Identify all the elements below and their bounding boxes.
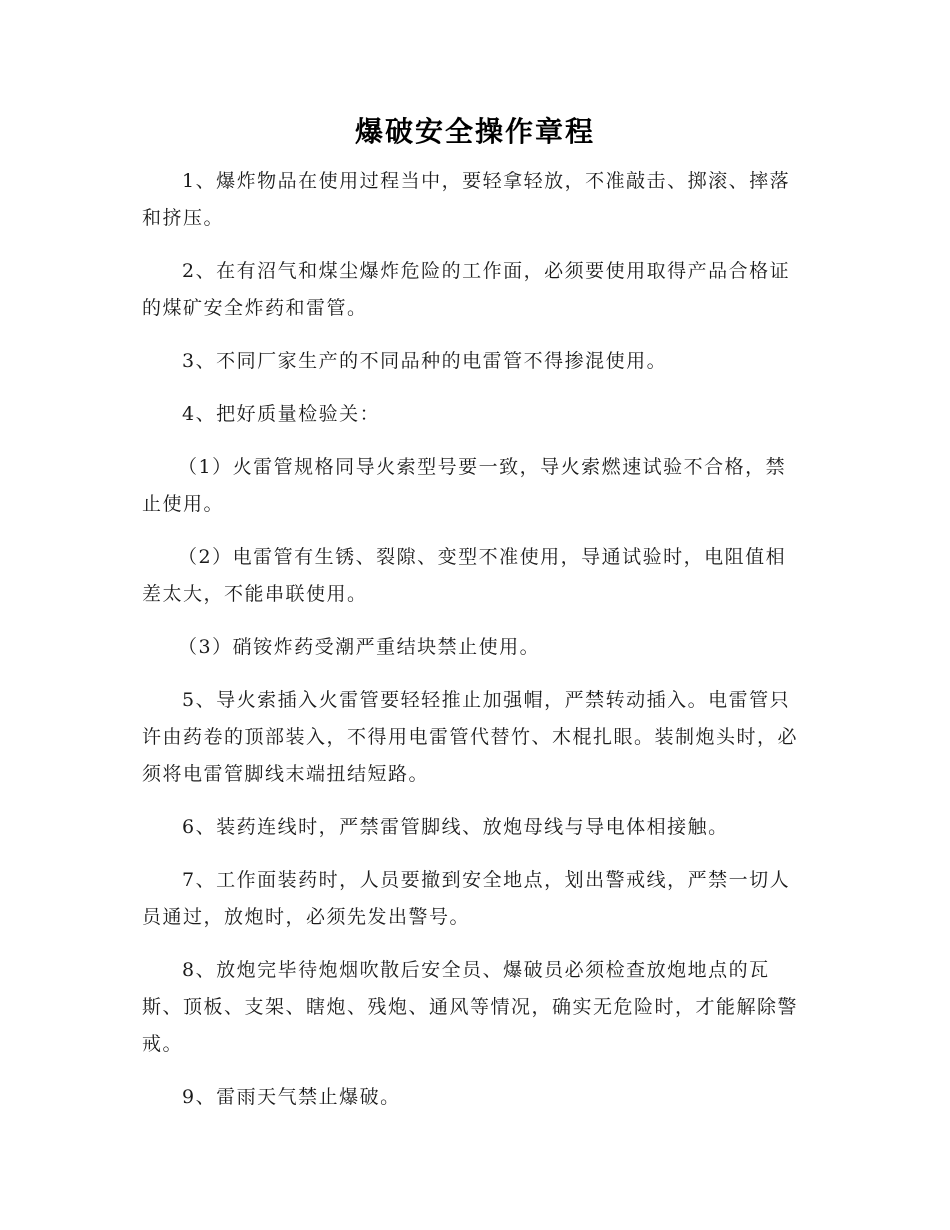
paragraph-1: 1、爆炸物品在使用过程当中，要轻拿轻放，不准敲击、掷滚、摔落和挤压。 xyxy=(142,170,791,229)
document-title: 爆破安全操作章程 xyxy=(354,115,595,148)
paragraph-5: 5、导火索插入火雷管要轻轻推止加强帽，严禁转动插入。电雷管只许由药卷的顶部装入，不得用电雷管代替竹、木棍扎眼。装制炮头时，必须将电雷管脚线末端扭结短路。 xyxy=(142,689,799,785)
paragraph-4-2: （2）电雷管有生锈、裂隙、变型不准使用，导通试验时，电阻值相差太大，不能串联使用。 xyxy=(142,546,787,605)
paragraph-4: 4、把好质量检验关： xyxy=(182,403,381,425)
paragraph-2: 2、在有沼气和煤尘爆炸危险的工作面，必须要使用取得产品合格证的煤矿安全炸药和雷管。 xyxy=(142,260,791,319)
paragraph-4-1: （1）火雷管规格同导火索型号要一致，导火索燃速试验不合格，禁止使用。 xyxy=(142,456,787,515)
paragraph-9: 9、雷雨天气禁止爆破。 xyxy=(182,1086,401,1108)
paragraph-7: 7、工作面装药时，人员要撤到安全地点，划出警戒线，严禁一切人员通过，放炮时，必须先发出警号。 xyxy=(142,869,791,928)
paragraph-4-3: （3）硝铵炸药受潮严重结块禁止使用。 xyxy=(178,636,541,658)
paragraph-3: 3、不同厂家生产的不同品种的电雷管不得掺混使用。 xyxy=(182,350,668,372)
document-body xyxy=(142,163,806,1132)
paragraph-6: 6、装药连线时，严禁雷管脚线、放炮母线与导电体相接触。 xyxy=(182,816,729,838)
paragraph-8: 8、放炮完毕待炮烟吹散后安全员、爆破员必须检查放炮地点的瓦斯、顶板、支架、瞎炮、残炮、通风等情况，确实无危险时，才能解除警戒。 xyxy=(142,959,799,1055)
